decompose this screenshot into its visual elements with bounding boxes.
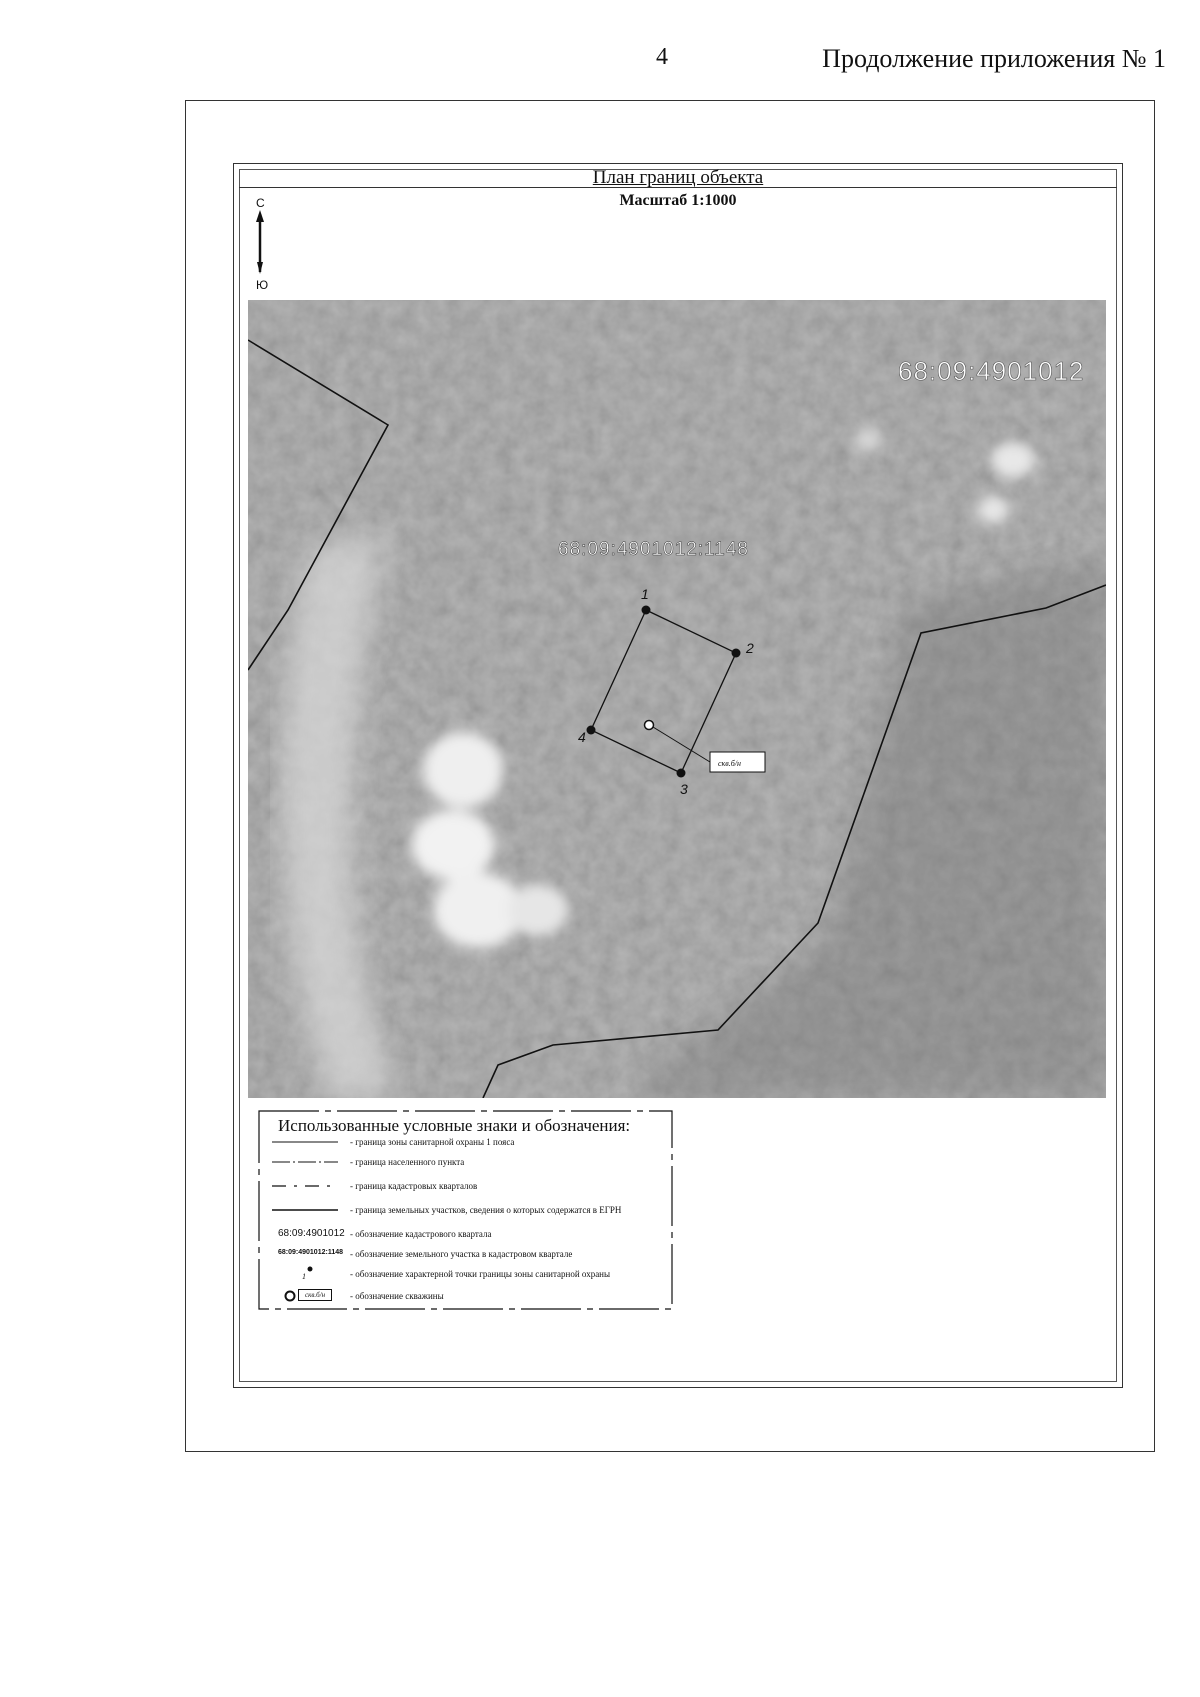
plan-scale: Масштаб 1:1000 bbox=[619, 192, 737, 209]
map-view bbox=[248, 300, 1106, 1098]
page-number: 4 bbox=[656, 44, 668, 70]
compass-arrow-icon bbox=[252, 210, 272, 280]
legend-title: Использованные условные знаки и обозначения: bbox=[278, 1116, 631, 1135]
legend-line-sample bbox=[272, 1132, 342, 1152]
legend-sample-quarter: 68:09:4901012 bbox=[278, 1228, 345, 1239]
point-1-marker bbox=[642, 606, 651, 615]
well-marker-icon bbox=[645, 721, 654, 730]
legend-row bbox=[258, 1224, 673, 1244]
legend-text: - граница зоны санитарной охраны 1 пояса bbox=[350, 1137, 515, 1147]
legend-text: - граница земельных участков, сведения о которых содержатся в ЕГРН bbox=[350, 1205, 622, 1215]
quarter-label: 68:09:4901012 bbox=[898, 356, 1085, 386]
point-2-marker bbox=[732, 649, 741, 658]
legend-text: - обозначение характерной точки границы зоны санитарной охраны bbox=[350, 1269, 611, 1279]
legend-row bbox=[258, 1200, 673, 1220]
plan-title-bar bbox=[239, 169, 1117, 188]
point-2-label: 2 bbox=[746, 640, 754, 656]
point-4-marker bbox=[587, 726, 596, 735]
legend-line-sample bbox=[272, 1152, 342, 1172]
legend-row bbox=[258, 1132, 673, 1152]
legend-text: - граница кадастровых кварталов bbox=[350, 1181, 478, 1191]
point-1-label: 1 bbox=[641, 586, 649, 602]
legend-row bbox=[258, 1244, 673, 1264]
compass-north-label: С bbox=[256, 196, 265, 210]
legend-row bbox=[258, 1152, 673, 1172]
legend-text: - обозначение скважины bbox=[350, 1291, 444, 1301]
well-label: скв.б/н bbox=[718, 759, 741, 768]
legend-line-sample bbox=[272, 1200, 342, 1220]
point-3-label: 3 bbox=[680, 781, 688, 797]
legend-text: - граница населенного пункта bbox=[350, 1157, 465, 1167]
aerial-map-svg bbox=[248, 300, 1106, 1098]
legend-text: - обозначение кадастрового квартала bbox=[350, 1229, 492, 1239]
appendix-note: Продолжение приложения № 1 bbox=[822, 44, 1166, 73]
point-4-label: 4 bbox=[578, 729, 586, 745]
legend-box bbox=[258, 1110, 673, 1310]
legend-row bbox=[258, 1286, 673, 1306]
legend-row bbox=[258, 1176, 673, 1196]
legend-text: - обозначение земельного участка в кадастровом квартале bbox=[350, 1249, 573, 1259]
legend-row bbox=[258, 1264, 673, 1284]
legend-sample-parcel: 68:09:4901012:1148 bbox=[278, 1249, 344, 1256]
compass bbox=[252, 196, 272, 292]
legend-line-sample bbox=[272, 1176, 342, 1196]
legend-sample-well: скв.б/н bbox=[298, 1289, 332, 1301]
compass-south-label: Ю bbox=[256, 278, 269, 292]
parcel-label: 68:09:4901012:1148 bbox=[558, 539, 749, 560]
legend-sample-point: 1 bbox=[302, 1272, 306, 1281]
point-3-marker bbox=[677, 769, 686, 778]
plan-title: План границ объекта bbox=[592, 167, 764, 188]
